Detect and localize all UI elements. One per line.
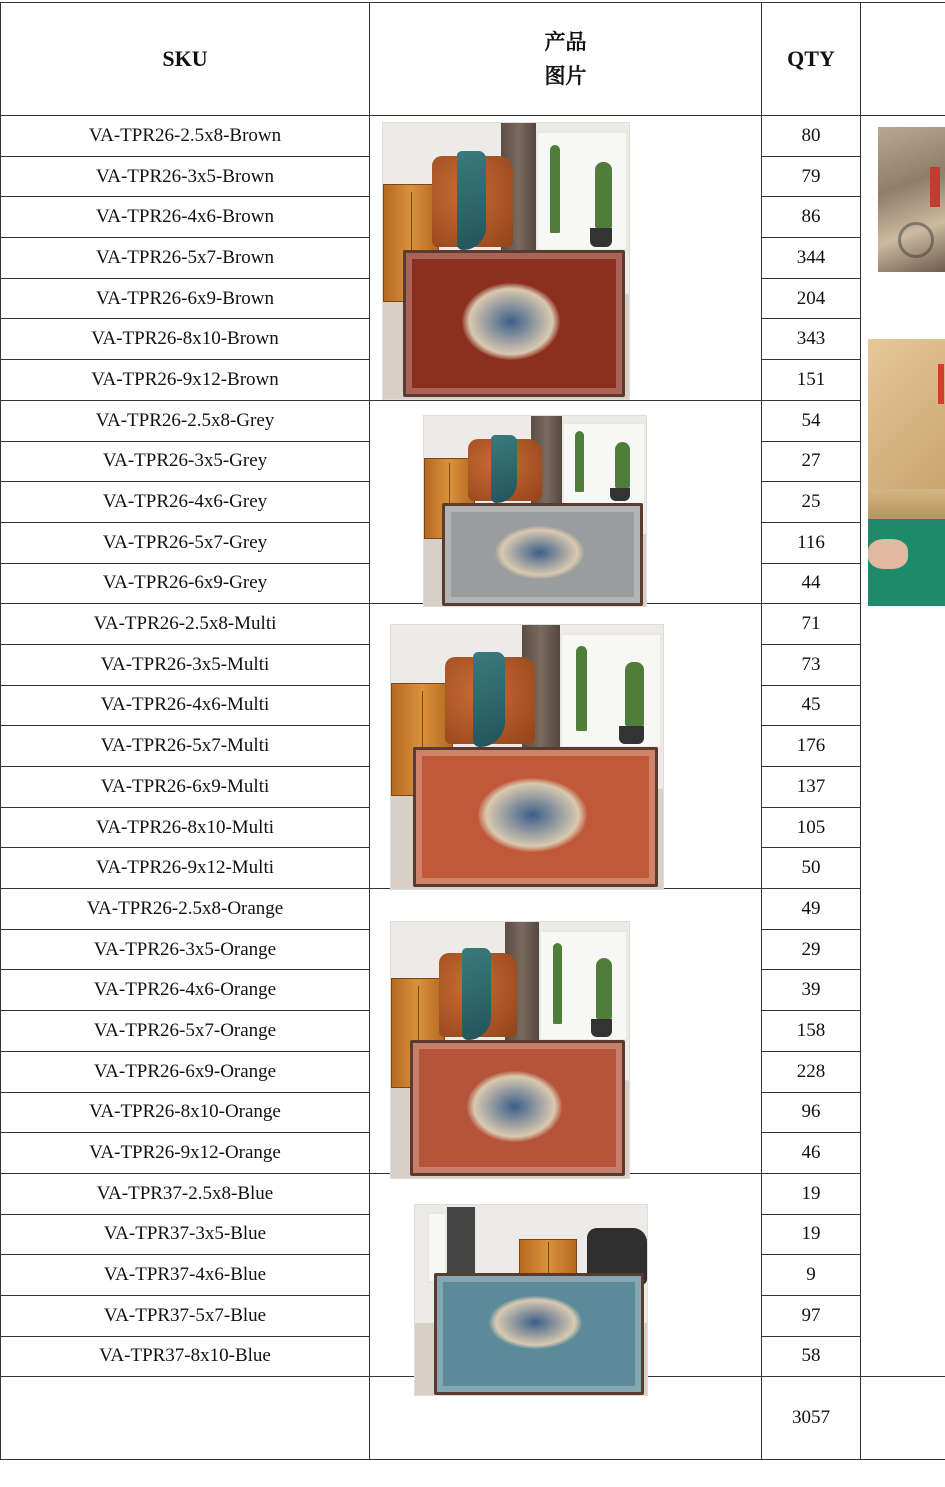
- cactus-plant: [615, 442, 631, 488]
- qty-cell: 97: [762, 1295, 861, 1336]
- product-image-cell-multi: [370, 604, 762, 889]
- product-photo-orange: [390, 921, 630, 1179]
- qty-cell: 45: [762, 685, 861, 726]
- header-image-line1: 产品: [544, 30, 587, 54]
- rug-medallion: [489, 1296, 582, 1349]
- qty-cell: 116: [762, 522, 861, 563]
- product-photo-grey: [423, 415, 647, 607]
- qty-cell: 158: [762, 1011, 861, 1052]
- qty-cell: 151: [762, 360, 861, 401]
- sku-cell: VA-TPR26-2.5x8-Brown: [1, 116, 370, 157]
- qty-cell: 49: [762, 889, 861, 930]
- package-photo-1: [878, 127, 945, 272]
- sku-cell: VA-TPR26-2.5x8-Orange: [1, 889, 370, 930]
- header-extra: [861, 3, 945, 116]
- window: [539, 930, 629, 1042]
- sku-cell: VA-TPR26-6x9-Multi: [1, 767, 370, 808]
- plant-pot: [591, 1019, 612, 1037]
- sku-cell: VA-TPR26-4x6-Orange: [1, 970, 370, 1011]
- table-row: [1, 604, 945, 645]
- product-image-cell-grey: [370, 400, 762, 603]
- sku-cell: VA-TPR26-4x6-Brown: [1, 197, 370, 238]
- sku-cell: VA-TPR26-3x5-Multi: [1, 644, 370, 685]
- plant-pot: [610, 488, 630, 501]
- qty-cell: 50: [762, 848, 861, 889]
- sku-cell: VA-TPR26-5x7-Multi: [1, 726, 370, 767]
- sku-cell: VA-TPR26-4x6-Grey: [1, 482, 370, 523]
- total-qty: 3057: [762, 1377, 861, 1460]
- rug-medallion: [495, 526, 584, 579]
- extra-column-cell: [861, 116, 945, 1377]
- plant-pot: [619, 726, 643, 744]
- qty-cell: 73: [762, 644, 861, 685]
- sku-cell: VA-TPR26-8x10-Multi: [1, 807, 370, 848]
- sku-cell: VA-TPR37-3x5-Blue: [1, 1214, 370, 1255]
- sku-cell: VA-TPR26-6x9-Grey: [1, 563, 370, 604]
- total-row-extra-cell: [861, 1377, 945, 1460]
- product-photo-brown: [382, 122, 630, 400]
- qty-cell: 96: [762, 1092, 861, 1133]
- qty-cell: 344: [762, 238, 861, 279]
- qty-cell: 27: [762, 441, 861, 482]
- teal-throw: [457, 151, 487, 250]
- cactus-plant: [596, 958, 613, 1019]
- teal-throw: [462, 948, 491, 1040]
- qty-cell: 343: [762, 319, 861, 360]
- sku-cell: VA-TPR26-6x9-Brown: [1, 278, 370, 319]
- sku-cell: VA-TPR37-5x7-Blue: [1, 1295, 370, 1336]
- sku-cell: VA-TPR26-9x12-Orange: [1, 1133, 370, 1174]
- sku-cell: VA-TPR37-8x10-Blue: [1, 1336, 370, 1377]
- cactus-plant: [576, 646, 587, 730]
- qty-cell: 204: [762, 278, 861, 319]
- cactus-plant: [553, 943, 563, 1025]
- sku-inventory-table: [0, 2, 945, 1460]
- sku-cell: VA-TPR26-5x7-Grey: [1, 522, 370, 563]
- rug-medallion: [467, 1071, 562, 1143]
- teal-throw: [473, 652, 506, 747]
- qty-cell: 39: [762, 970, 861, 1011]
- product-photo-multi: [390, 624, 664, 890]
- header-sku: SKU: [1, 3, 370, 116]
- window: [560, 633, 662, 748]
- cactus-plant: [625, 662, 644, 725]
- product-image-cell-blue: [370, 1173, 762, 1376]
- teal-throw: [491, 435, 518, 503]
- qty-cell: 228: [762, 1051, 861, 1092]
- sku-cell: VA-TPR26-6x9-Orange: [1, 1051, 370, 1092]
- sku-cell: VA-TPR26-8x10-Orange: [1, 1092, 370, 1133]
- sku-cell: VA-TPR37-2.5x8-Blue: [1, 1173, 370, 1214]
- wall-art: [445, 1205, 477, 1281]
- header-image: [370, 3, 762, 116]
- qty-cell: 58: [762, 1336, 861, 1377]
- sku-cell: VA-TPR26-2.5x8-Grey: [1, 400, 370, 441]
- header-image-line2: 图片: [544, 64, 587, 88]
- cactus-plant: [550, 145, 560, 233]
- product-image-cell-orange: [370, 889, 762, 1174]
- sku-cell: VA-TPR26-8x10-Brown: [1, 319, 370, 360]
- qty-cell: 25: [762, 482, 861, 523]
- qty-cell: 44: [762, 563, 861, 604]
- qty-cell: 71: [762, 604, 861, 645]
- product-image-cell-brown: [370, 116, 762, 401]
- sku-cell: VA-TPR26-3x5-Grey: [1, 441, 370, 482]
- product-photo-blue: [414, 1204, 648, 1396]
- sku-cell: VA-TPR37-4x6-Blue: [1, 1255, 370, 1296]
- package-photo-2: [868, 339, 945, 606]
- sku-cell: VA-TPR26-9x12-Brown: [1, 360, 370, 401]
- qty-cell: 19: [762, 1173, 861, 1214]
- table-row: [1, 116, 945, 157]
- qty-cell: 54: [762, 400, 861, 441]
- qty-cell: 176: [762, 726, 861, 767]
- qty-cell: 9: [762, 1255, 861, 1296]
- plant-pot: [590, 228, 612, 247]
- cactus-plant: [575, 431, 584, 492]
- sku-cell: VA-TPR26-9x12-Multi: [1, 848, 370, 889]
- rug-medallion: [478, 778, 587, 852]
- qty-cell: 86: [762, 197, 861, 238]
- header-row: [1, 3, 945, 116]
- qty-cell: 137: [762, 767, 861, 808]
- qty-cell: 105: [762, 807, 861, 848]
- cactus-plant: [595, 162, 612, 228]
- qty-cell: 19: [762, 1214, 861, 1255]
- qty-cell: 29: [762, 929, 861, 970]
- header-qty: QTY: [762, 3, 861, 116]
- sku-cell: VA-TPR26-3x5-Brown: [1, 156, 370, 197]
- sku-cell: VA-TPR26-5x7-Brown: [1, 238, 370, 279]
- sku-cell: VA-TPR26-5x7-Orange: [1, 1011, 370, 1052]
- sku-cell: VA-TPR26-3x5-Orange: [1, 929, 370, 970]
- rug-medallion: [462, 283, 560, 360]
- total-row-sku-cell: [1, 1377, 370, 1460]
- qty-cell: 79: [762, 156, 861, 197]
- table-row: [1, 1173, 945, 1214]
- table-row: [1, 400, 945, 441]
- sku-cell: VA-TPR26-2.5x8-Multi: [1, 604, 370, 645]
- qty-cell: 46: [762, 1133, 861, 1174]
- table-row: [1, 889, 945, 930]
- qty-cell: 80: [762, 116, 861, 157]
- sku-cell: VA-TPR26-4x6-Multi: [1, 685, 370, 726]
